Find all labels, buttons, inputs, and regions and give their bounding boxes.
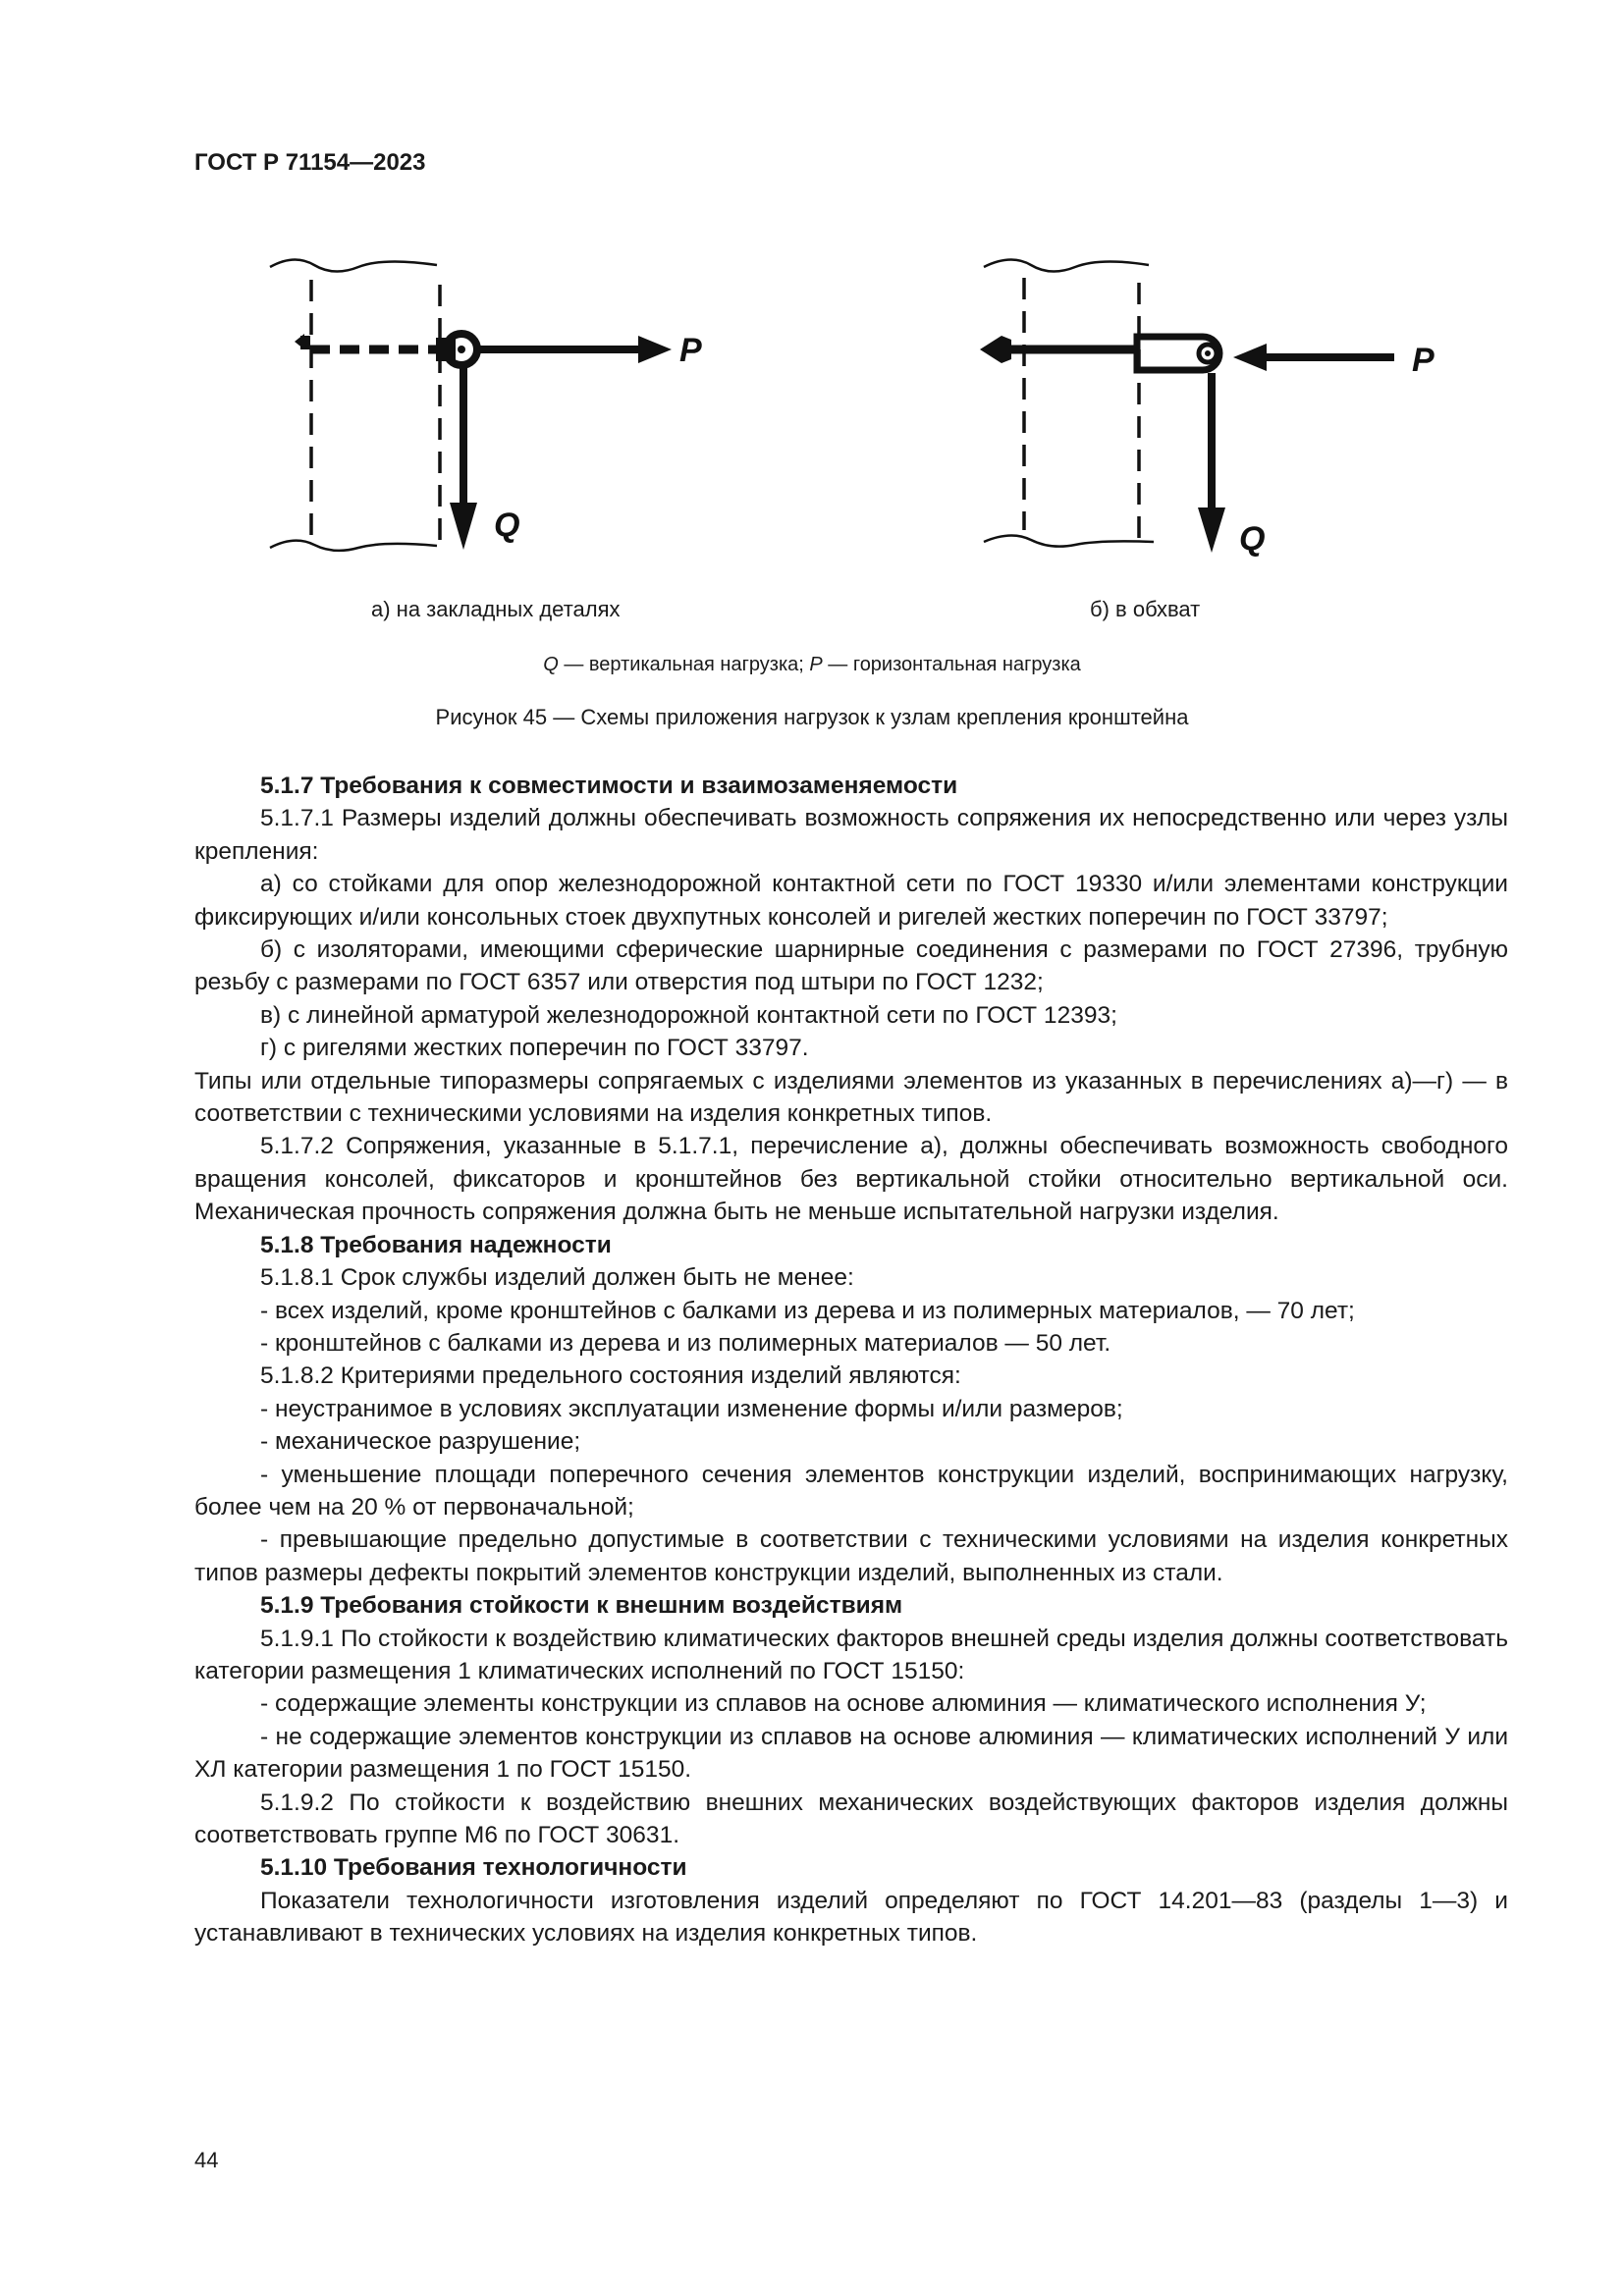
list-item: - механическое разрушение; [260,1428,581,1456]
legend-q-text: — вертикальная нагрузка; [558,654,810,675]
legend-q-symbol: Q [543,654,559,675]
section-5-1-7-heading: 5.1.7 Требования к совместимости и взаимозаменяемости [260,773,958,799]
label-p-left: P [679,332,702,369]
list-item-b: б) с изоляторами, имеющими сферические шарнирные соединения с размерами по ГОСТ 27396, трубную резьбу с размерами по ГОСТ 6357 или отверстия под штыри по ГОСТ 1232; [194,936,1508,996]
paragraph-5-1-7-1: 5.1.7.1 Размеры изделий должны обеспечивать возможность сопряжения их непосредственно или через узлы крепления: [194,805,1508,865]
legend-p-symbol: P [809,654,823,675]
figure-title: Рисунок 45 — Схемы приложения нагрузок к узлам крепления кронштейна [435,705,1189,729]
paragraph-5-1-9-1: 5.1.9.1 По стойкости к воздействию климатических факторов внешней среды изделия должны соответствовать категории размещения 1 климатических исполнений по ГОСТ 15150: [194,1625,1508,1684]
legend-p-text: — горизонтальная нагрузка [822,654,1081,675]
load-scheme-figure [0,0,1624,589]
document-header: ГОСТ Р 71154—2023 [194,149,426,176]
label-q-left: Q [494,507,520,544]
paragraph-5-1-7-2: 5.1.7.2 Сопряжения, указанные в 5.1.7.1, перечисление а), должны обеспечивать возможность свободного вращения консолей, фиксаторов и кронштейнов без вертикальной стойки относительно вертикальной оси. Механическая прочность сопряжения должна быть не меньше испытательной нагрузки изделия. [194,1133,1508,1226]
label-q-right: Q [1239,520,1266,558]
list-item: - неустранимое в условиях эксплуатации изменение формы и/или размеров; [260,1395,1123,1422]
list-item: - кронштейнов с балками из дерева и из полимерных материалов — 50 лет. [260,1329,1111,1357]
list-item-v: в) с линейной арматурой железнодорожной контактной сети по ГОСТ 12393; [260,1001,1117,1029]
caption-embedded-parts: а) на закладных деталях [371,597,621,621]
paragraph-5-1-8-1: 5.1.8.1 Срок службы изделий должен быть не менее: [260,1264,854,1292]
list-item: - содержащие элементы конструкции из сплавов на основе алюминия — климатического исполнения У; [260,1690,1427,1718]
paragraph-types: Типы или отдельные типоразмеры сопрягаемых с изделиями элементов из указанных в перечислениях а)—г) — в соответствии с техническими условиями на изделия конкретных типов. [194,1067,1508,1128]
list-item-g: г) с ригелями жестких поперечин по ГОСТ 33797. [260,1035,809,1062]
caption-wrap-around: б) в обхват [1090,597,1201,621]
list-item: - всех изделий, кроме кронштейнов с балками из дерева и из полимерных материалов, — 70 лет; [260,1297,1355,1324]
label-p-right: P [1412,342,1435,379]
page-number: 44 [194,2148,219,2172]
paragraph-5-1-8-2: 5.1.8.2 Критериями предельного состояния изделий являются: [260,1362,961,1390]
figure-legend [0,654,1624,676]
paragraph-5-1-9-2: 5.1.9.2 По стойкости к воздействию внешних механических воздействующих факторов изделия должны соответствовать группе М6 по ГОСТ 30631. [194,1789,1508,1848]
paragraph-5-1-10: Показатели технологичности изготовления изделий определяют по ГОСТ 14.201—83 (разделы 1—3) и устанавливают в технических условиях на изделия конкретных типов. [194,1887,1508,1948]
section-5-1-9-heading: 5.1.9 Требования стойкости к внешним воздействиям [260,1592,903,1620]
document-body [194,770,1508,1950]
list-item-a: а) со стойками для опор железнодорожной контактной сети по ГОСТ 19330 и/или элементами конструкции фиксирующих и/или консольных стоек двухпутных консолей и ригелей жестких поперечин по ГОСТ 33797; [194,871,1508,931]
list-item: - не содержащие элементов конструкции из сплавов на основе алюминия — климатических исполнений У или ХЛ категории размещения 1 по ГОСТ 15150. [194,1723,1508,1784]
list-item: - превышающие предельно допустимые в соответствии с техническими условиями на изделия конкретных типов размеры дефекты покрытий элементов конструкции изделий, выполненных из стали. [194,1526,1508,1586]
scheme-embedded-parts [270,259,672,550]
list-item: - уменьшение площади поперечного сечения элементов конструкции изделий, воспринимающих нагрузку, более чем на 20 % от первоначальной; [194,1461,1508,1521]
section-5-1-8-heading: 5.1.8 Требования надежности [260,1231,612,1258]
section-5-1-10-heading: 5.1.10 Требования технологичности [260,1854,687,1882]
scheme-wrap-around [980,259,1394,553]
